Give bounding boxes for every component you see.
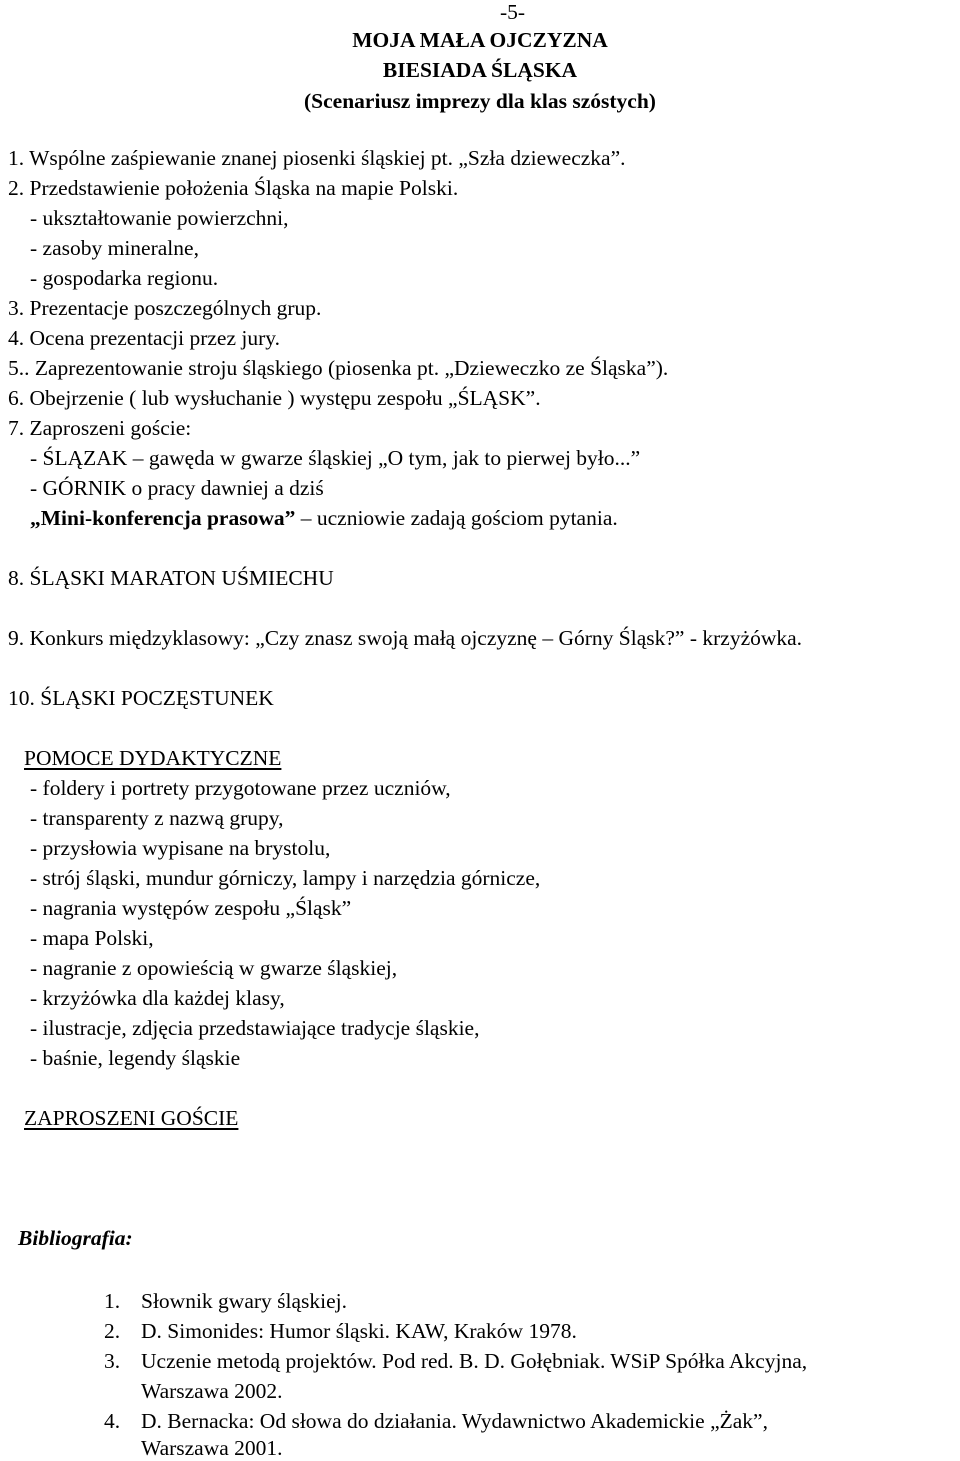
title-line-3: (Scenariusz imprezy dla klas szóstych) xyxy=(304,89,656,113)
bibliography-item-number: 3. xyxy=(104,1349,121,1373)
conference-label: „Mini-konferencja prasowa” xyxy=(30,506,296,530)
program-item-7: 7. Zaproszeni goście: xyxy=(8,416,192,440)
program-item-2-sub-1: - ukształtowanie powierzchni, xyxy=(30,206,289,230)
aids-item: - foldery i portrety przygotowane przez uczniów, xyxy=(30,776,451,800)
program-item-8: 8. ŚLĄSKI MARATON UŚMIECHU xyxy=(8,566,334,590)
program-item-7-sub-1: - ŚLĄZAK – gawęda w gwarze śląskiej „O tym, jak to pierwej było...” xyxy=(30,446,641,470)
aids-item: - nagranie z opowieścią w gwarze śląskiej, xyxy=(30,956,398,980)
bibliography-item-number: 2. xyxy=(104,1319,121,1343)
aids-item: - strój śląski, mundur górniczy, lampy i narzędzia górnicze, xyxy=(30,866,541,890)
bibliography-item-text: D. Bernacka: Od słowa do działania. Wydawnictwo Akademickie „Żak”, xyxy=(141,1409,768,1433)
bibliography-item-continuation: Warszawa 2002. xyxy=(141,1379,283,1403)
aids-heading: POMOCE DYDAKTYCZNE xyxy=(24,746,282,770)
page-number: -5- xyxy=(500,0,526,24)
aids-item: - krzyżówka dla każdej klasy, xyxy=(30,986,285,1010)
program-item-4: 4. Ocena prezentacji przez jury. xyxy=(8,326,280,350)
program-item-10: 10. ŚLĄSKI POCZĘSTUNEK xyxy=(8,686,274,710)
aids-item: - ilustracje, zdjęcia przedstawiające tradycje śląskie, xyxy=(30,1016,480,1040)
aids-item: - baśnie, legendy śląskie xyxy=(30,1046,241,1070)
aids-item: - transparenty z nazwą grupy, xyxy=(30,806,284,830)
bibliography-item-text: Słownik gwary śląskiej. xyxy=(141,1289,348,1313)
conference-description: – uczniowie zadają gościom pytania. xyxy=(295,506,618,530)
program-item-5: 5.. Zaprezentowanie stroju śląskiego (piosenka pt. „Dzieweczko ze Śląska”). xyxy=(8,356,669,380)
program-item-2-sub-2: - zasoby mineralne, xyxy=(30,236,199,260)
bibliography-item-number: 4. xyxy=(104,1409,121,1433)
bibliography-item-number: 1. xyxy=(104,1289,121,1313)
program-item-6: 6. Obejrzenie ( lub wysłuchanie ) występu zespołu „ŚLĄSK”. xyxy=(8,386,541,410)
bibliography-heading: Bibliografia: xyxy=(18,1226,133,1250)
aids-item: - nagrania występów zespołu „Śląsk” xyxy=(30,896,352,920)
bibliography-item-text: D. Simonides: Humor śląski. KAW, Kraków 1978. xyxy=(141,1319,577,1343)
bibliography-item-continuation: Warszawa 2001. xyxy=(141,1436,283,1460)
program-item-7-conference xyxy=(30,508,618,530)
program-item-3: 3. Prezentacje poszczególnych grup. xyxy=(8,296,322,320)
aids-item: - przysłowia wypisane na brystolu, xyxy=(30,836,331,860)
title-line-2: BIESIADA ŚLĄSKA xyxy=(382,58,578,82)
program-item-2-sub-3: - gospodarka regionu. xyxy=(30,266,219,290)
aids-item: - mapa Polski, xyxy=(30,926,154,950)
bibliography-item-text: Uczenie metodą projektów. Pod red. B. D. Gołębniak. WSiP Spółka Akcyjna, xyxy=(141,1349,808,1373)
program-item-1: 1. Wspólne zaśpiewanie znanej piosenki śląskiej pt. „Szła dzieweczka”. xyxy=(8,146,626,170)
program-item-7-sub-2: - GÓRNIK o pracy dawniej a dziś xyxy=(30,476,324,500)
program-item-9: 9. Konkurs międzyklasowy: „Czy znasz swoją małą ojczyznę – Górny Śląsk?” - krzyżówka. xyxy=(8,626,803,650)
title-line-1: MOJA MAŁA OJCZYZNA xyxy=(352,28,608,52)
program-item-2: 2. Przedstawienie położenia Śląska na mapie Polski. xyxy=(8,176,459,200)
guests-heading: ZAPROSZENI GOŚCIE xyxy=(24,1106,239,1130)
